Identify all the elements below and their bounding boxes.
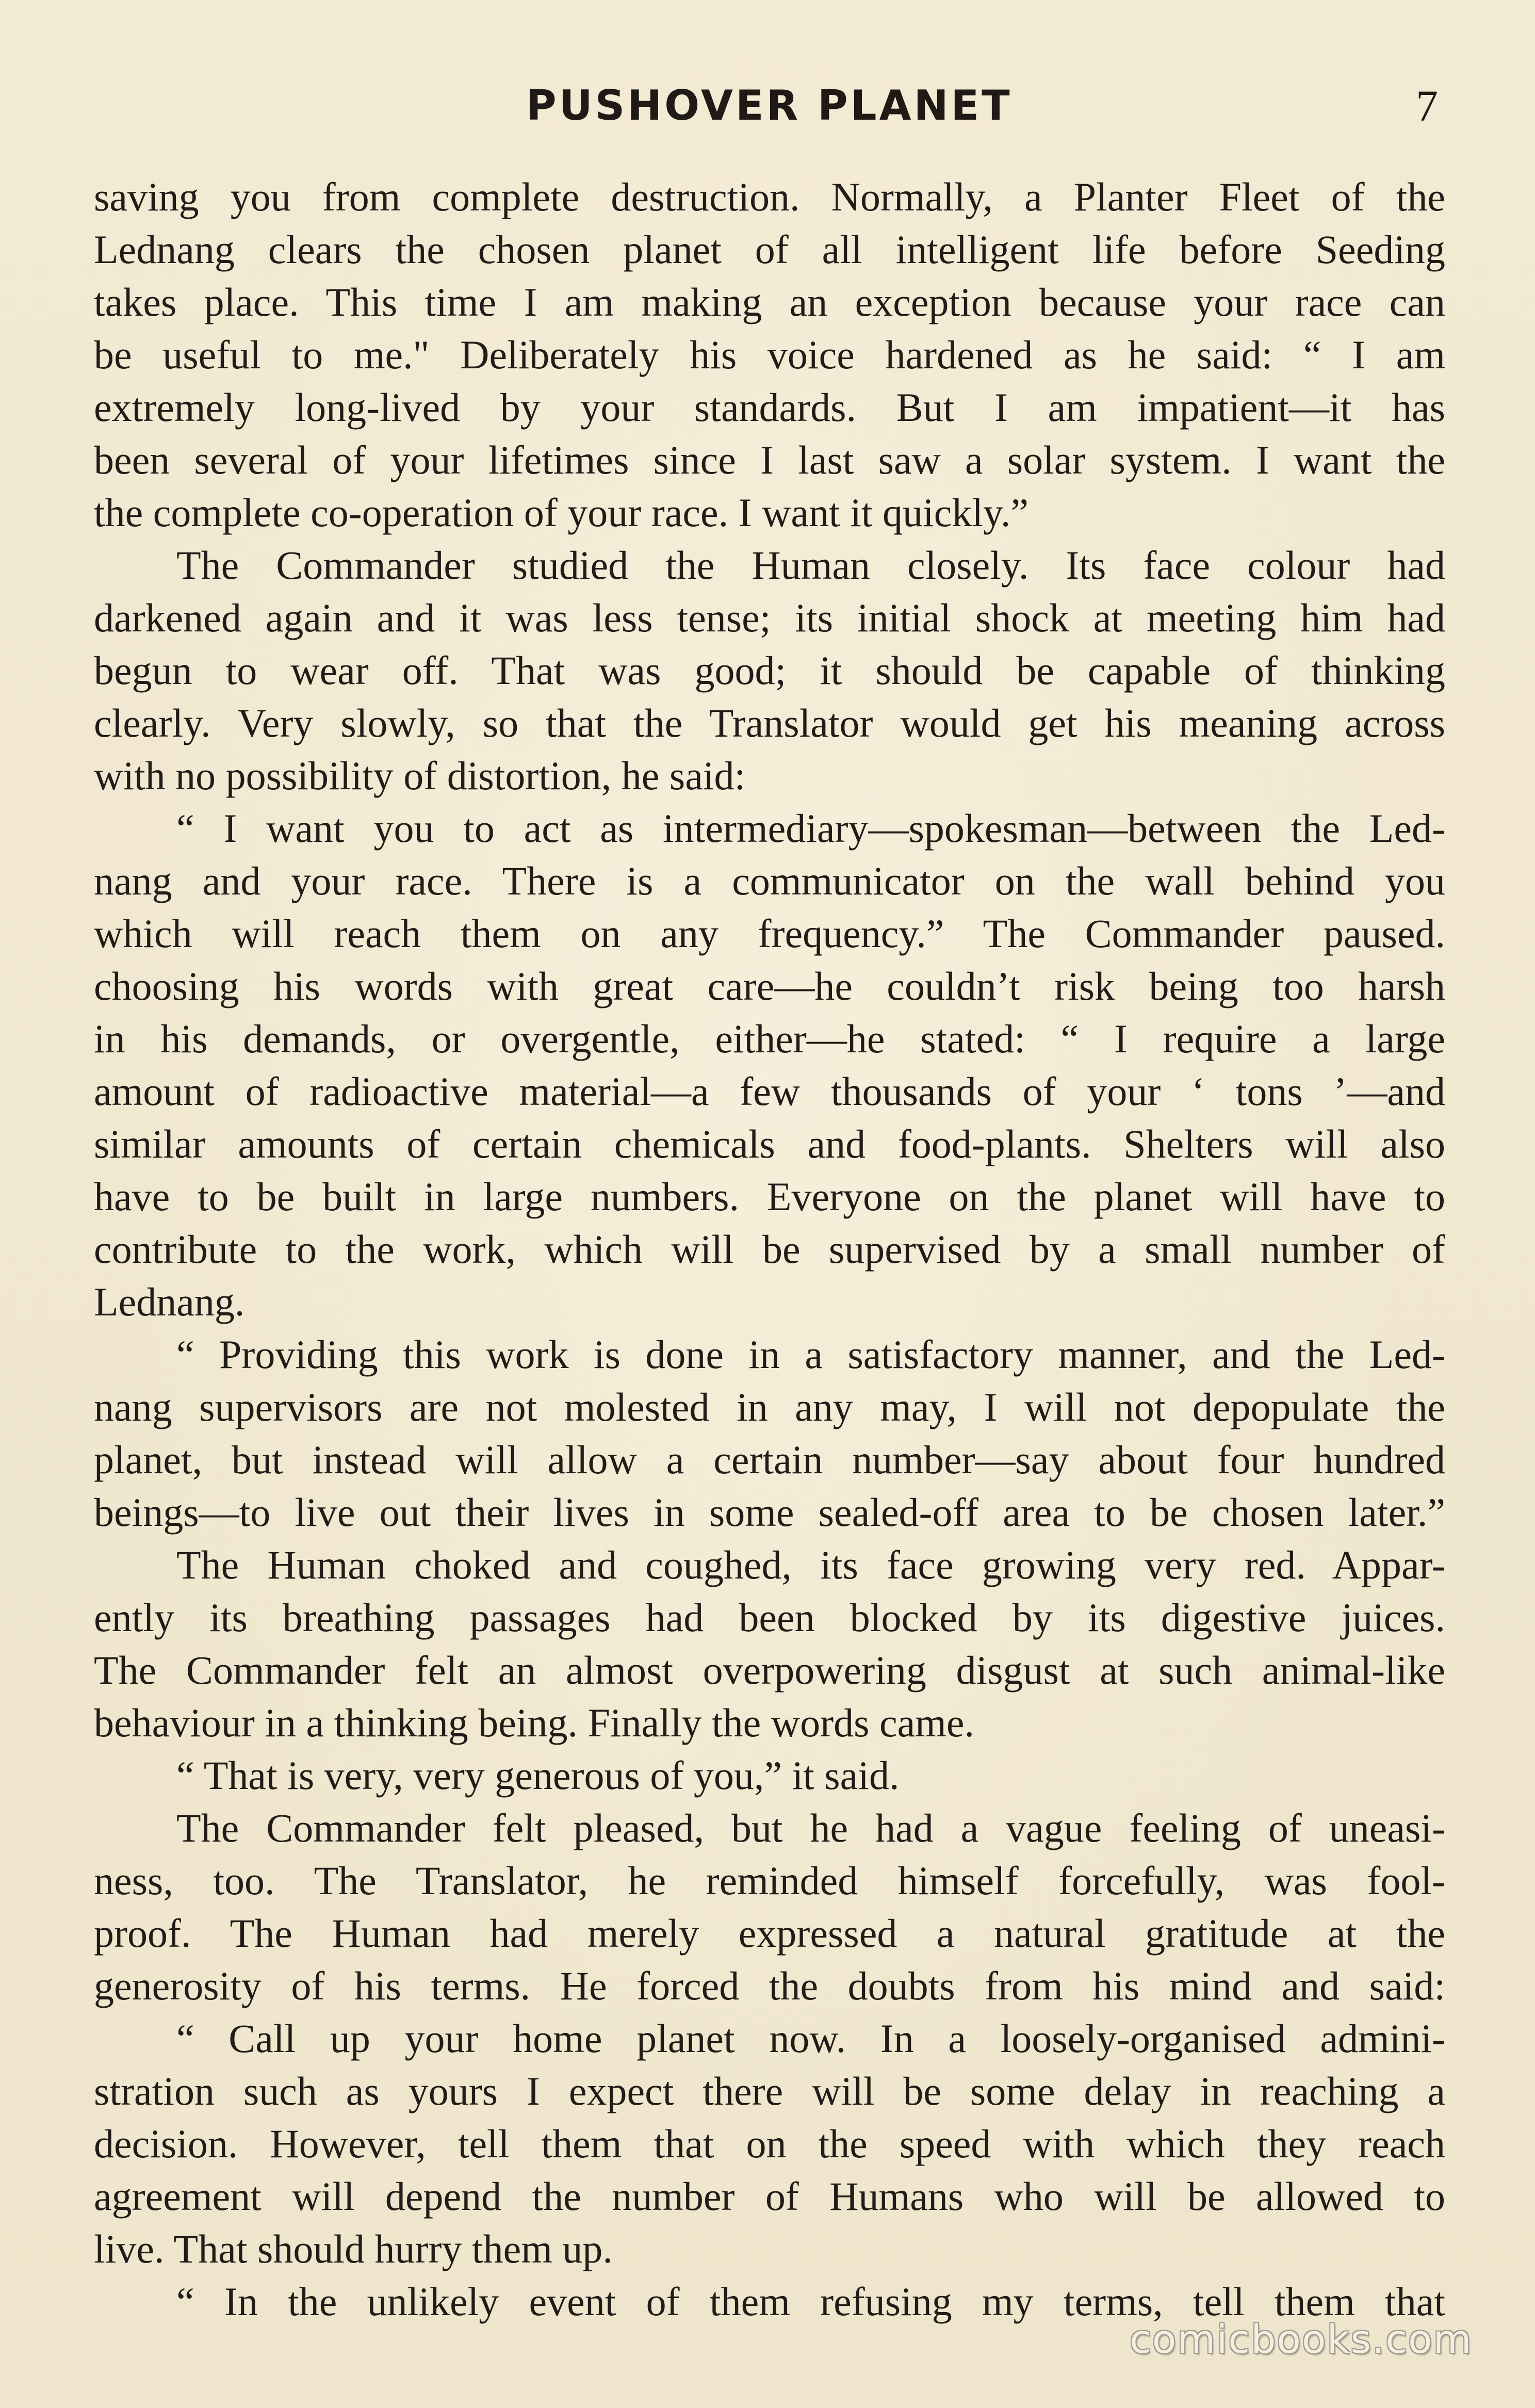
text-line: beings—to live out their lives in some sealed-off area to be chosen later.” — [94, 1490, 1445, 1535]
text-line: similar amounts of certain chemicals and food-plants. Shelters will also — [94, 1121, 1445, 1166]
text-line: contribute to the work, which will be supervised by a small number of — [94, 1227, 1445, 1272]
text-line: with no possibility of distortion, he said: — [94, 753, 746, 798]
text-line: saving you from complete destruction. Normally, a Planter Fleet of the — [94, 174, 1445, 219]
text-line: darkened again and it was less tense; its initial shock at meeting him had — [94, 595, 1445, 640]
text-line: planet, but instead will allow a certain number—say about four hundred — [94, 1437, 1445, 1482]
text-line: “ Call up your home planet now. In a loosely-organised admini- — [176, 2016, 1445, 2061]
text-line: Lednang. — [94, 1279, 245, 1324]
text-line: takes place. This time I am making an exception because your race can — [94, 280, 1445, 324]
text-line: live. That should hurry them up. — [94, 2226, 613, 2271]
text-line: the complete co-operation of your race. I want it quickly.” — [94, 490, 1029, 535]
text-line: “ In the unlikely event of them refusing my terms, tell them that — [176, 2279, 1445, 2324]
text-line: generosity of his terms. He forced the doubts from his mind and said: — [94, 1963, 1445, 2008]
text-line: nang and your race. There is a communicator on the wall behind you — [94, 858, 1445, 903]
text-line: be useful to me." Deliberately his voice hardened as he said: “ I am — [94, 332, 1445, 377]
text-line: behaviour in a thinking being. Finally the words came. — [94, 1700, 974, 1745]
text-line: Lednang clears the chosen planet of all intelligent life before Seeding — [94, 227, 1445, 272]
text-line: proof. The Human had merely expressed a natural gratitude at the — [94, 1911, 1445, 1956]
running-title: PUSHOVER PLANET — [526, 82, 1013, 129]
text-line: been several of your lifetimes since I last saw a solar system. I want the — [94, 437, 1445, 482]
text-line: nang supervisors are not molested in any may, I will not depopulate the — [94, 1385, 1445, 1429]
text-line: ness, too. The Translator, he reminded himself forcefully, was fool- — [94, 1858, 1445, 1903]
text-line: The Commander felt an almost overpowering disgust at such animal-like — [94, 1648, 1445, 1693]
text-line: “ Providing this work is done in a satisfactory manner, and the Led- — [176, 1332, 1445, 1377]
text-line: choosing his words with great care—he couldn’t risk being too harsh — [94, 964, 1445, 1008]
text-line: in his demands, or overgentle, either—he stated: “ I require a large — [94, 1016, 1445, 1061]
text-line: The Commander felt pleased, but he had a vague feeling of uneasi- — [176, 1805, 1445, 1850]
text-line: decision. However, tell them that on the speed with which they reach — [94, 2121, 1445, 2166]
text-line: ently its breathing passages had been blocked by its digestive juices. — [94, 1595, 1445, 1640]
text-line: The Commander studied the Human closely. Its face colour had — [176, 543, 1445, 588]
text-line: amount of radioactive material—a few thousands of your ‘ tons ’—and — [94, 1069, 1445, 1114]
text-line: “ I want you to act as intermediary—spokesman—between the Led- — [176, 806, 1445, 851]
text-line: clearly. Very slowly, so that the Translator would get his meaning across — [94, 701, 1445, 745]
text-line: which will reach them on any frequency.” The Commander paused. — [94, 911, 1445, 956]
running-header — [0, 77, 1535, 134]
body-text — [94, 171, 1445, 2328]
text-line: have to be built in large numbers. Everyone on the planet will have to — [94, 1174, 1445, 1219]
text-line: extremely long-lived by your standards. But I am impatient—it has — [94, 385, 1445, 430]
text-line: stration such as yours I expect there will be some delay in reaching a — [94, 2069, 1445, 2113]
text-line: The Human choked and coughed, its face growing very red. Appar- — [176, 1542, 1445, 1587]
text-line: “ That is very, very generous of you,” it said. — [176, 1753, 900, 1798]
page-number: 7 — [1416, 81, 1438, 131]
text-line: agreement will depend the number of Humans who will be allowed to — [94, 2174, 1445, 2219]
text-line: begun to wear off. That was good; it should be capable of thinking — [94, 648, 1445, 693]
watermark: comicbooks.com — [1130, 2316, 1473, 2362]
